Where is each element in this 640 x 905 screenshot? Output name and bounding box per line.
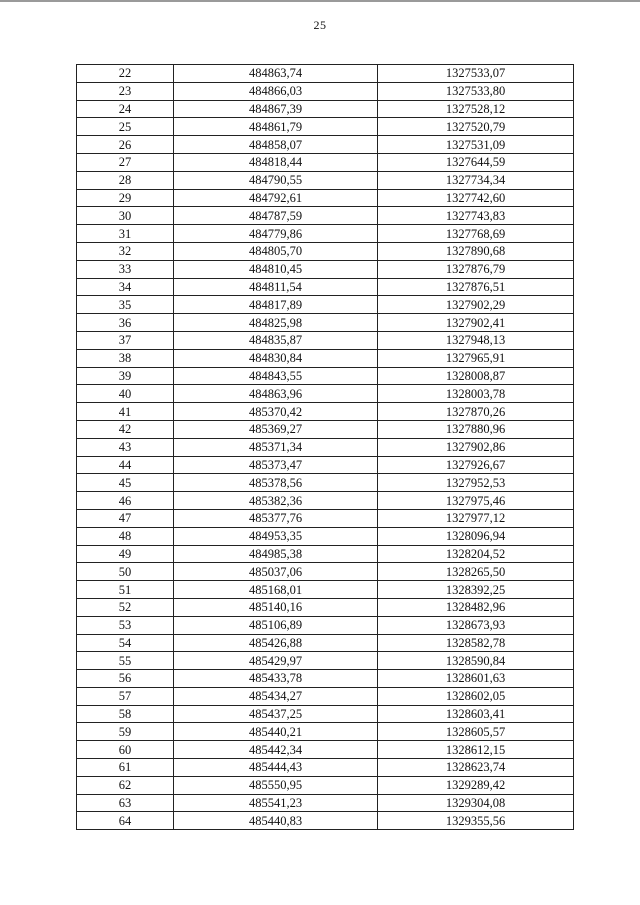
x-coordinate-cell: 485371,34 xyxy=(174,438,378,456)
x-coordinate-cell: 485140,16 xyxy=(174,598,378,616)
y-coordinate-cell: 1327876,51 xyxy=(378,278,574,296)
table-row xyxy=(77,171,574,189)
x-coordinate-cell: 485541,23 xyxy=(174,794,378,812)
y-coordinate-cell: 1328096,94 xyxy=(378,527,574,545)
point-number-cell: 59 xyxy=(77,723,174,741)
y-coordinate-cell: 1328612,15 xyxy=(378,741,574,759)
table-row xyxy=(77,385,574,403)
table-row xyxy=(77,812,574,830)
x-coordinate-cell: 484985,38 xyxy=(174,545,378,563)
y-coordinate-cell: 1328582,78 xyxy=(378,634,574,652)
x-coordinate-cell: 485373,47 xyxy=(174,456,378,474)
table-row xyxy=(77,545,574,563)
point-number-cell: 41 xyxy=(77,403,174,421)
x-coordinate-cell: 485550,95 xyxy=(174,776,378,794)
y-coordinate-cell: 1327742,60 xyxy=(378,189,574,207)
y-coordinate-cell: 1328601,63 xyxy=(378,670,574,688)
coordinates-table-body xyxy=(77,65,574,830)
point-number-cell: 56 xyxy=(77,670,174,688)
table-row xyxy=(77,367,574,385)
point-number-cell: 24 xyxy=(77,100,174,118)
point-number-cell: 43 xyxy=(77,438,174,456)
point-number-cell: 62 xyxy=(77,776,174,794)
y-coordinate-cell: 1327870,26 xyxy=(378,403,574,421)
point-number-cell: 52 xyxy=(77,598,174,616)
y-coordinate-cell: 1327743,83 xyxy=(378,207,574,225)
x-coordinate-cell: 485434,27 xyxy=(174,687,378,705)
x-coordinate-cell: 485168,01 xyxy=(174,581,378,599)
point-number-cell: 29 xyxy=(77,189,174,207)
table-row xyxy=(77,118,574,136)
y-coordinate-cell: 1327902,41 xyxy=(378,314,574,332)
table-row xyxy=(77,581,574,599)
x-coordinate-cell: 485426,88 xyxy=(174,634,378,652)
table-row xyxy=(77,492,574,510)
y-coordinate-cell: 1328605,57 xyxy=(378,723,574,741)
y-coordinate-cell: 1327520,79 xyxy=(378,118,574,136)
y-coordinate-cell: 1328623,74 xyxy=(378,759,574,777)
y-coordinate-cell: 1329289,42 xyxy=(378,776,574,794)
x-coordinate-cell: 484818,44 xyxy=(174,153,378,171)
x-coordinate-cell: 484863,96 xyxy=(174,385,378,403)
y-coordinate-cell: 1328008,87 xyxy=(378,367,574,385)
y-coordinate-cell: 1327952,53 xyxy=(378,474,574,492)
point-number-cell: 48 xyxy=(77,527,174,545)
point-number-cell: 55 xyxy=(77,652,174,670)
y-coordinate-cell: 1327975,46 xyxy=(378,492,574,510)
point-number-cell: 47 xyxy=(77,509,174,527)
y-coordinate-cell: 1327644,59 xyxy=(378,153,574,171)
y-coordinate-cell: 1329355,56 xyxy=(378,812,574,830)
point-number-cell: 53 xyxy=(77,616,174,634)
table-row xyxy=(77,563,574,581)
x-coordinate-cell: 484787,59 xyxy=(174,207,378,225)
table-row xyxy=(77,509,574,527)
x-coordinate-cell: 484825,98 xyxy=(174,314,378,332)
x-coordinate-cell: 485378,56 xyxy=(174,474,378,492)
y-coordinate-cell: 1328482,96 xyxy=(378,598,574,616)
table-row xyxy=(77,296,574,314)
table-row xyxy=(77,278,574,296)
point-number-cell: 39 xyxy=(77,367,174,385)
table-row xyxy=(77,794,574,812)
y-coordinate-cell: 1327876,79 xyxy=(378,260,574,278)
x-coordinate-cell: 484843,55 xyxy=(174,367,378,385)
point-number-cell: 42 xyxy=(77,420,174,438)
point-number-cell: 63 xyxy=(77,794,174,812)
y-coordinate-cell: 1327890,68 xyxy=(378,242,574,260)
x-coordinate-cell: 485442,34 xyxy=(174,741,378,759)
y-coordinate-cell: 1327533,07 xyxy=(378,65,574,83)
point-number-cell: 35 xyxy=(77,296,174,314)
point-number-cell: 46 xyxy=(77,492,174,510)
x-coordinate-cell: 484792,61 xyxy=(174,189,378,207)
point-number-cell: 64 xyxy=(77,812,174,830)
point-number-cell: 27 xyxy=(77,153,174,171)
point-number-cell: 40 xyxy=(77,385,174,403)
table-row xyxy=(77,598,574,616)
y-coordinate-cell: 1327880,96 xyxy=(378,420,574,438)
x-coordinate-cell: 485440,83 xyxy=(174,812,378,830)
table-row xyxy=(77,759,574,777)
point-number-cell: 33 xyxy=(77,260,174,278)
x-coordinate-cell: 485444,43 xyxy=(174,759,378,777)
point-number-cell: 45 xyxy=(77,474,174,492)
point-number-cell: 50 xyxy=(77,563,174,581)
point-number-cell: 25 xyxy=(77,118,174,136)
y-coordinate-cell: 1327948,13 xyxy=(378,331,574,349)
point-number-cell: 38 xyxy=(77,349,174,367)
table-row xyxy=(77,260,574,278)
y-coordinate-cell: 1328204,52 xyxy=(378,545,574,563)
point-number-cell: 26 xyxy=(77,136,174,154)
point-number-cell: 30 xyxy=(77,207,174,225)
x-coordinate-cell: 484830,84 xyxy=(174,349,378,367)
table-row xyxy=(77,207,574,225)
point-number-cell: 44 xyxy=(77,456,174,474)
point-number-cell: 54 xyxy=(77,634,174,652)
point-number-cell: 34 xyxy=(77,278,174,296)
y-coordinate-cell: 1327531,09 xyxy=(378,136,574,154)
table-row xyxy=(77,616,574,634)
y-coordinate-cell: 1327926,67 xyxy=(378,456,574,474)
point-number-cell: 36 xyxy=(77,314,174,332)
table-row xyxy=(77,314,574,332)
point-number-cell: 61 xyxy=(77,759,174,777)
table-row xyxy=(77,349,574,367)
y-coordinate-cell: 1328590,84 xyxy=(378,652,574,670)
y-coordinate-cell: 1327902,86 xyxy=(378,438,574,456)
point-number-cell: 51 xyxy=(77,581,174,599)
x-coordinate-cell: 484863,74 xyxy=(174,65,378,83)
x-coordinate-cell: 485370,42 xyxy=(174,403,378,421)
x-coordinate-cell: 485433,78 xyxy=(174,670,378,688)
table-row xyxy=(77,474,574,492)
x-coordinate-cell: 485377,76 xyxy=(174,509,378,527)
top-border-line xyxy=(0,0,640,2)
table-row xyxy=(77,65,574,83)
table-row xyxy=(77,687,574,705)
page-number: 25 xyxy=(313,18,327,32)
table-row xyxy=(77,331,574,349)
x-coordinate-cell: 485440,21 xyxy=(174,723,378,741)
table-row xyxy=(77,438,574,456)
point-number-cell: 23 xyxy=(77,82,174,100)
x-coordinate-cell: 485106,89 xyxy=(174,616,378,634)
table-row xyxy=(77,723,574,741)
x-coordinate-cell: 484805,70 xyxy=(174,242,378,260)
y-coordinate-cell: 1327528,12 xyxy=(378,100,574,118)
x-coordinate-cell: 484835,87 xyxy=(174,331,378,349)
point-number-cell: 57 xyxy=(77,687,174,705)
y-coordinate-cell: 1328602,05 xyxy=(378,687,574,705)
coordinates-table xyxy=(76,64,574,830)
y-coordinate-cell: 1328265,50 xyxy=(378,563,574,581)
y-coordinate-cell: 1328392,25 xyxy=(378,581,574,599)
table-row xyxy=(77,527,574,545)
table-row xyxy=(77,456,574,474)
point-number-cell: 28 xyxy=(77,171,174,189)
y-coordinate-cell: 1328603,41 xyxy=(378,705,574,723)
table-row xyxy=(77,420,574,438)
table-row xyxy=(77,741,574,759)
x-coordinate-cell: 485037,06 xyxy=(174,563,378,581)
y-coordinate-cell: 1327533,80 xyxy=(378,82,574,100)
table-row xyxy=(77,776,574,794)
x-coordinate-cell: 484953,35 xyxy=(174,527,378,545)
x-coordinate-cell: 484779,86 xyxy=(174,225,378,243)
y-coordinate-cell: 1328003,78 xyxy=(378,385,574,403)
x-coordinate-cell: 484866,03 xyxy=(174,82,378,100)
table-row xyxy=(77,403,574,421)
point-number-cell: 22 xyxy=(77,65,174,83)
y-coordinate-cell: 1327902,29 xyxy=(378,296,574,314)
point-number-cell: 60 xyxy=(77,741,174,759)
table-row xyxy=(77,153,574,171)
table-row xyxy=(77,100,574,118)
x-coordinate-cell: 484810,45 xyxy=(174,260,378,278)
x-coordinate-cell: 484790,55 xyxy=(174,171,378,189)
x-coordinate-cell: 484811,54 xyxy=(174,278,378,296)
x-coordinate-cell: 484858,07 xyxy=(174,136,378,154)
point-number-cell: 32 xyxy=(77,242,174,260)
table-row xyxy=(77,670,574,688)
y-coordinate-cell: 1327965,91 xyxy=(378,349,574,367)
x-coordinate-cell: 484817,89 xyxy=(174,296,378,314)
table-row xyxy=(77,82,574,100)
y-coordinate-cell: 1329304,08 xyxy=(378,794,574,812)
table-row xyxy=(77,225,574,243)
x-coordinate-cell: 484861,79 xyxy=(174,118,378,136)
point-number-cell: 49 xyxy=(77,545,174,563)
table-row xyxy=(77,705,574,723)
x-coordinate-cell: 485429,97 xyxy=(174,652,378,670)
table-row xyxy=(77,189,574,207)
table-row xyxy=(77,242,574,260)
y-coordinate-cell: 1327977,12 xyxy=(378,509,574,527)
x-coordinate-cell: 484867,39 xyxy=(174,100,378,118)
point-number-cell: 37 xyxy=(77,331,174,349)
x-coordinate-cell: 485369,27 xyxy=(174,420,378,438)
table-row xyxy=(77,652,574,670)
point-number-cell: 58 xyxy=(77,705,174,723)
point-number-cell: 31 xyxy=(77,225,174,243)
y-coordinate-cell: 1328673,93 xyxy=(378,616,574,634)
y-coordinate-cell: 1327734,34 xyxy=(378,171,574,189)
table-row xyxy=(77,136,574,154)
y-coordinate-cell: 1327768,69 xyxy=(378,225,574,243)
x-coordinate-cell: 485437,25 xyxy=(174,705,378,723)
table-row xyxy=(77,634,574,652)
x-coordinate-cell: 485382,36 xyxy=(174,492,378,510)
